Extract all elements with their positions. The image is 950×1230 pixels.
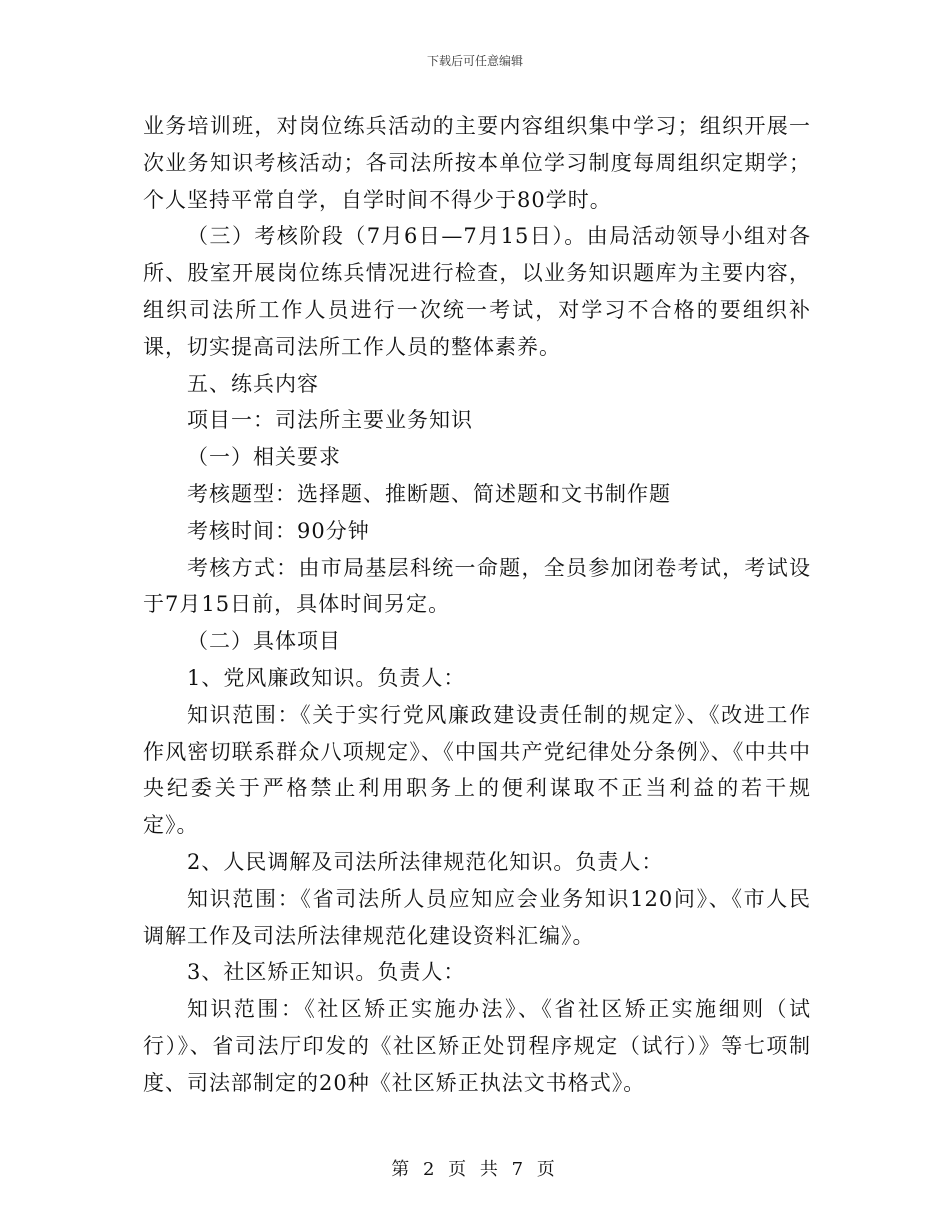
exam-method: 考核方式：由市局基层科统一命题，全员参加闭卷考试，考试设于7月15日前，具体时间另定。	[143, 555, 811, 617]
page-number: 第 2 页 共 7 页	[391, 1159, 559, 1180]
knowledge-scope: 知识范围：《社区矫正实施办法》、《省社区矫正实施细则（试行）》、省司法厅印发的《社区矫正处罚程序规定（试行）》等七项制度、司法部制定的20种《社区矫正执法文书格式》。	[143, 997, 811, 1095]
item-heading: 2、人民调解及司法所法律规范化知识。负责人：	[187, 849, 664, 874]
page-header-note: 下载后可任意编辑	[426, 54, 523, 68]
subsection-heading: （二）具体项目	[187, 629, 341, 654]
subsection-heading: （一）相关要求	[187, 445, 341, 470]
exam-type: 考核题型：选择题、推断题、简述题和文书制作题	[187, 481, 671, 506]
item-heading: 3、社区矫正知识。负责人：	[187, 960, 466, 985]
document-body	[143, 108, 811, 1102]
project-heading: 项目一：司法所主要业务知识	[187, 408, 473, 433]
section-heading: 五、练兵内容	[187, 371, 319, 396]
exam-time: 考核时间：90分钟	[187, 518, 370, 543]
paragraph: 业务培训班，对岗位练兵活动的主要内容组织集中学习；组织开展一次业务知识考核活动；各司法所按本单位学习制度每周组织定期学；个人坚持平常自学，自学时间不得少于80学时。	[143, 114, 811, 212]
paragraph: （三）考核阶段（7月6日—7月15日）。由局活动领导小组对各所、股室开展岗位练兵情况进行检查，以业务知识题库为主要内容，组织司法所工作人员进行一次统一考试，对学习不合格的要组织补课，切实提高司法所工作人员的整体素养。	[143, 224, 811, 359]
knowledge-scope: 知识范围：《省司法所人员应知应会业务知识120问》、《市人民调解工作及司法所法律规范化建设资料汇编》。	[143, 886, 811, 948]
knowledge-scope: 知识范围：《关于实行党风廉政建设责任制的规定》、《改进工作作风密切联系群众八项规定》、《中国共产党纪律处分条例》、《中共中央纪委关于严格禁止利用职务上的便利谋取不正当利益的若干规定》。	[143, 702, 811, 838]
item-heading: 1、党风廉政知识。负责人：	[187, 665, 466, 690]
